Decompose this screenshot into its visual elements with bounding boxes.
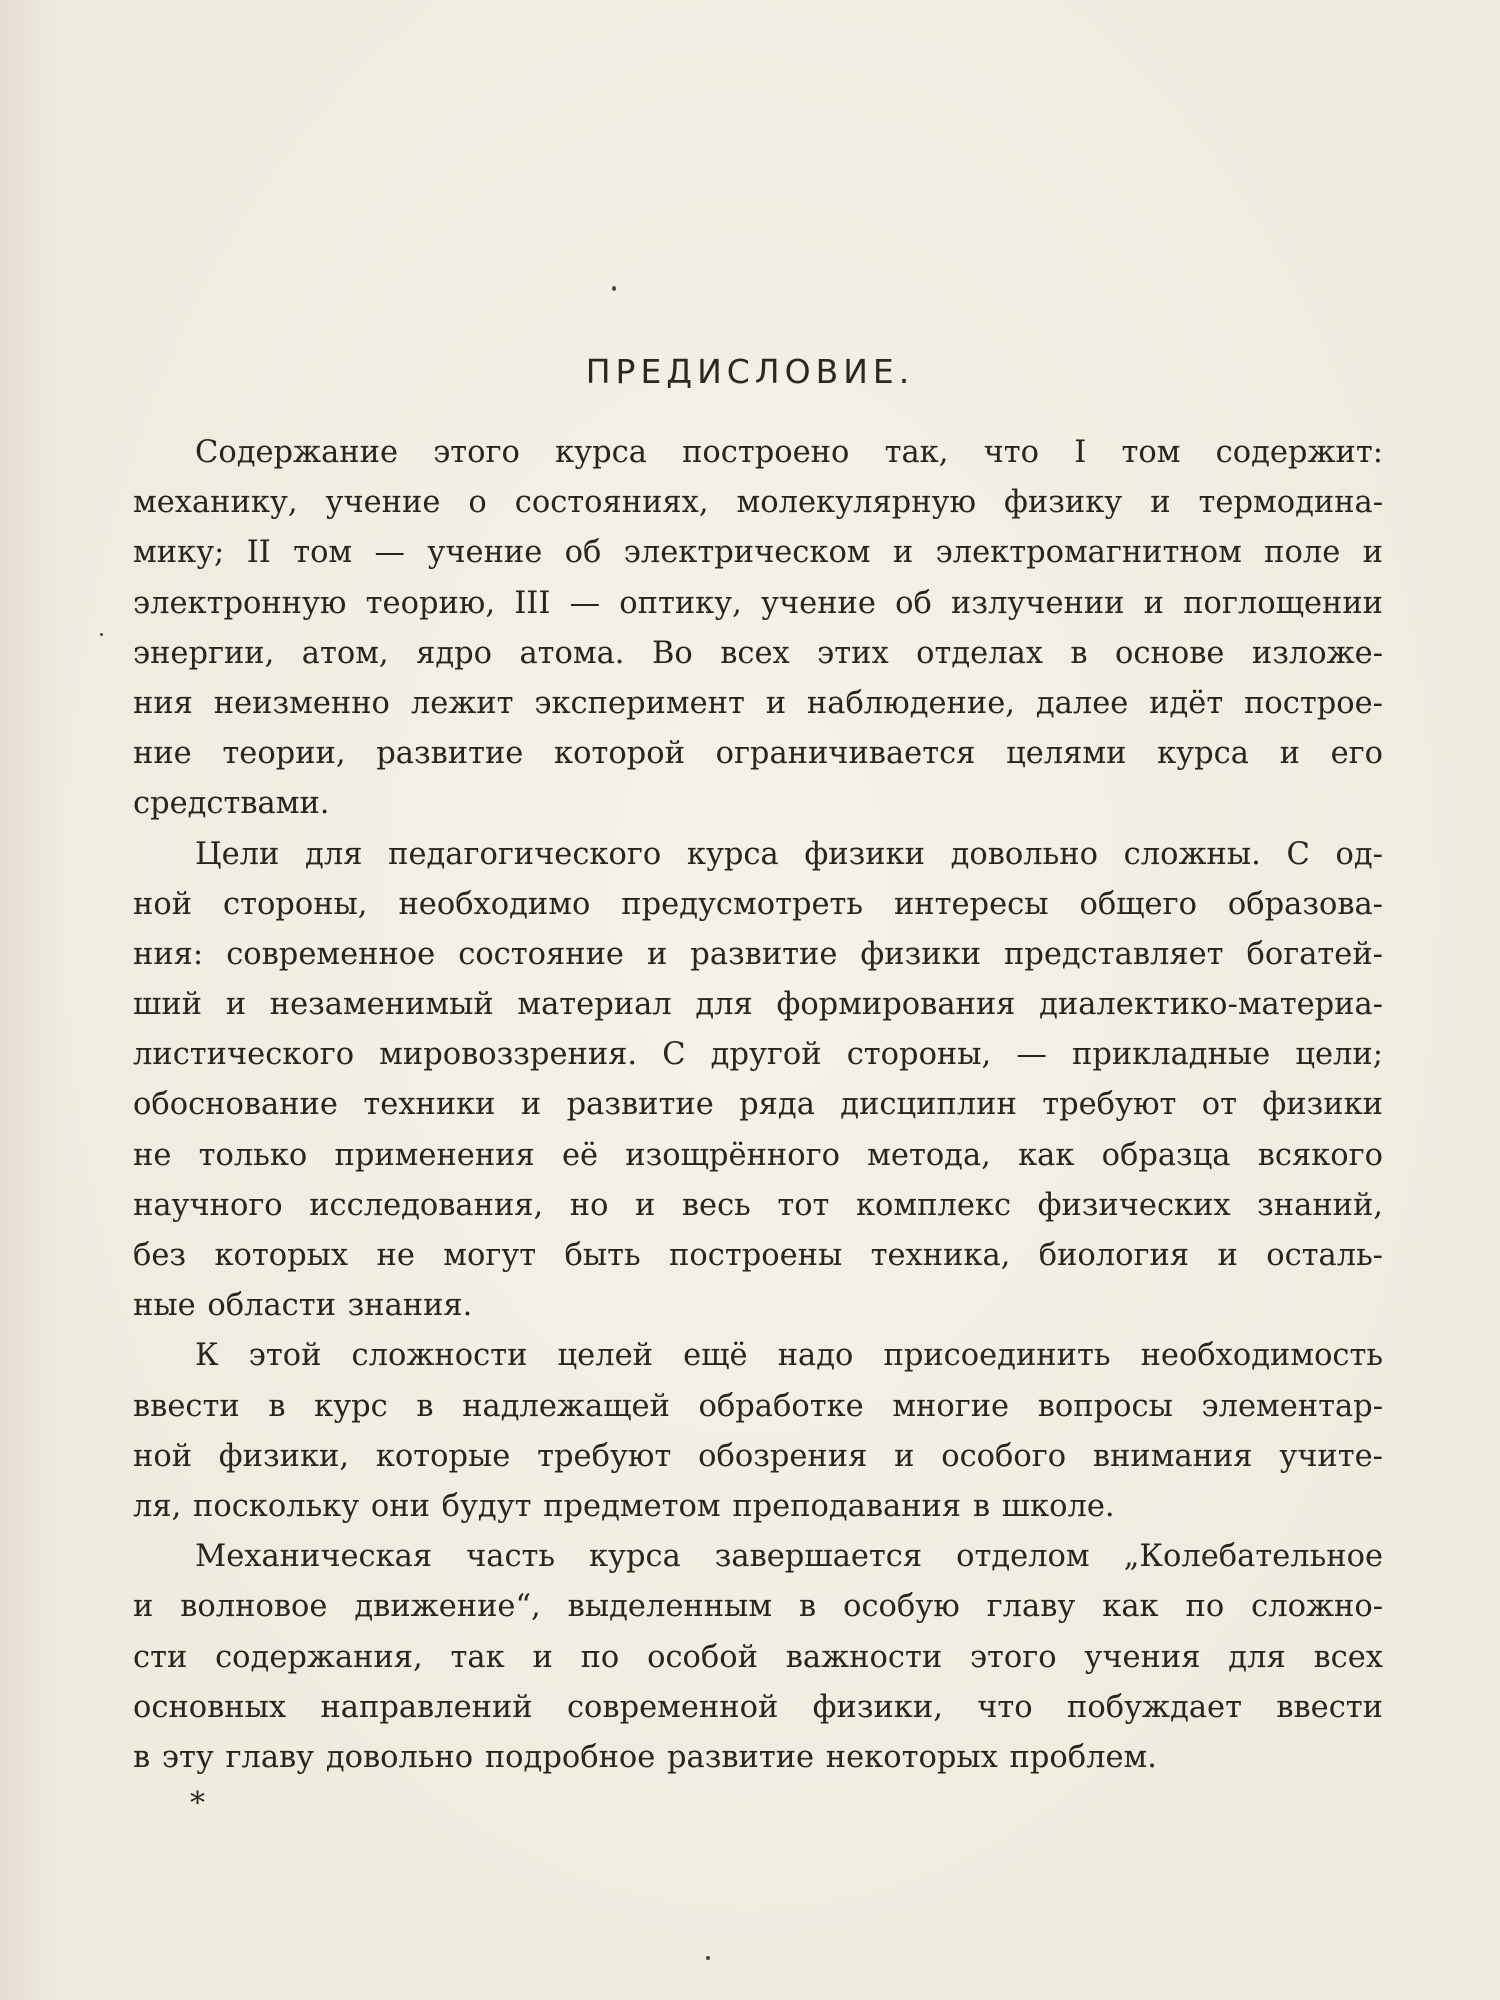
text-line: без которых не могут быть построены техника, биология и осталь- bbox=[133, 1238, 1383, 1273]
text-line: ния неизменно лежит эксперимент и наблюдение, далее идёт построе- bbox=[133, 685, 1383, 721]
ink-speck bbox=[706, 1956, 710, 1960]
paragraph bbox=[133, 1532, 1383, 1783]
text-line: ля, поскольку они будут предметом преподавания в школе. bbox=[133, 1488, 1115, 1524]
paragraph bbox=[133, 830, 1383, 1332]
text-line: и волновое движение“, выделенным в особую главу как по сложно- bbox=[133, 1589, 1383, 1625]
text-line: обоснование техники и развитие ряда дисциплин требуют от физики bbox=[133, 1087, 1383, 1123]
text-line: сти содержания, так и по особой важности этого учения для всех bbox=[133, 1639, 1383, 1675]
text-line: Содержание этого курса построено так, что I том содержит: bbox=[195, 435, 1383, 470]
text-line: средствами. bbox=[133, 786, 330, 822]
text-line: электронную теорию, III — оптику, учение об излучении и поглощении bbox=[133, 585, 1383, 621]
ink-speck bbox=[100, 633, 103, 636]
text-line: ной физики, которые требуют обозрения и особого внимания учите- bbox=[133, 1438, 1383, 1474]
text-line: Механическая часть курса завершается отделом „Колебательное bbox=[195, 1539, 1383, 1575]
asterisk-mark: * bbox=[190, 1786, 205, 1821]
text-line: ные области знания. bbox=[133, 1288, 473, 1324]
text-line: механику, учение о состояниях, молекулярную физику и термодина- bbox=[133, 485, 1383, 521]
preface-body bbox=[133, 428, 1383, 1783]
text-line: не только применения её изощрённого метода, как образца всякого bbox=[133, 1137, 1383, 1173]
text-line: листического мировоззрения. С другой стороны, — прикладные цели; bbox=[133, 1037, 1383, 1073]
ink-speck bbox=[612, 286, 616, 291]
text-line: энергии, атом, ядро атома. Во всех этих отделах в основе изложе- bbox=[133, 635, 1383, 671]
text-line: научного исследования, но и весь тот комплекс физических знаний, bbox=[133, 1187, 1383, 1223]
text-line: мику; II том — учение об электрическом и электромагнитном поле и bbox=[133, 535, 1383, 571]
text-line: ввести в курс в надлежащей обработке многие вопросы элементар- bbox=[133, 1388, 1383, 1424]
text-line: ния: современное состояние и развитие физики представляет богатей- bbox=[133, 936, 1383, 972]
page-heading: ПРЕДИСЛОВИЕ. bbox=[585, 352, 915, 391]
text-line: основных направлений современной физики, что побуждает ввести bbox=[133, 1689, 1383, 1725]
text-line: ший и незаменимый материал для формирования диалектико-материа- bbox=[133, 987, 1383, 1023]
text-line: Цели для педагогического курса физики довольно сложны. С од- bbox=[195, 836, 1383, 872]
text-line: в эту главу довольно подробное развитие некоторых проблем. bbox=[133, 1739, 1157, 1775]
paragraph bbox=[133, 1331, 1383, 1532]
text-line: К этой сложности целей ещё надо присоединить необходимость bbox=[195, 1338, 1383, 1374]
paragraph bbox=[133, 428, 1383, 830]
text-line: ние теории, развитие которой ограничивается целями курса и его bbox=[133, 736, 1383, 772]
text-line: ной стороны, необходимо предусмотреть интересы общего образова- bbox=[133, 886, 1383, 922]
